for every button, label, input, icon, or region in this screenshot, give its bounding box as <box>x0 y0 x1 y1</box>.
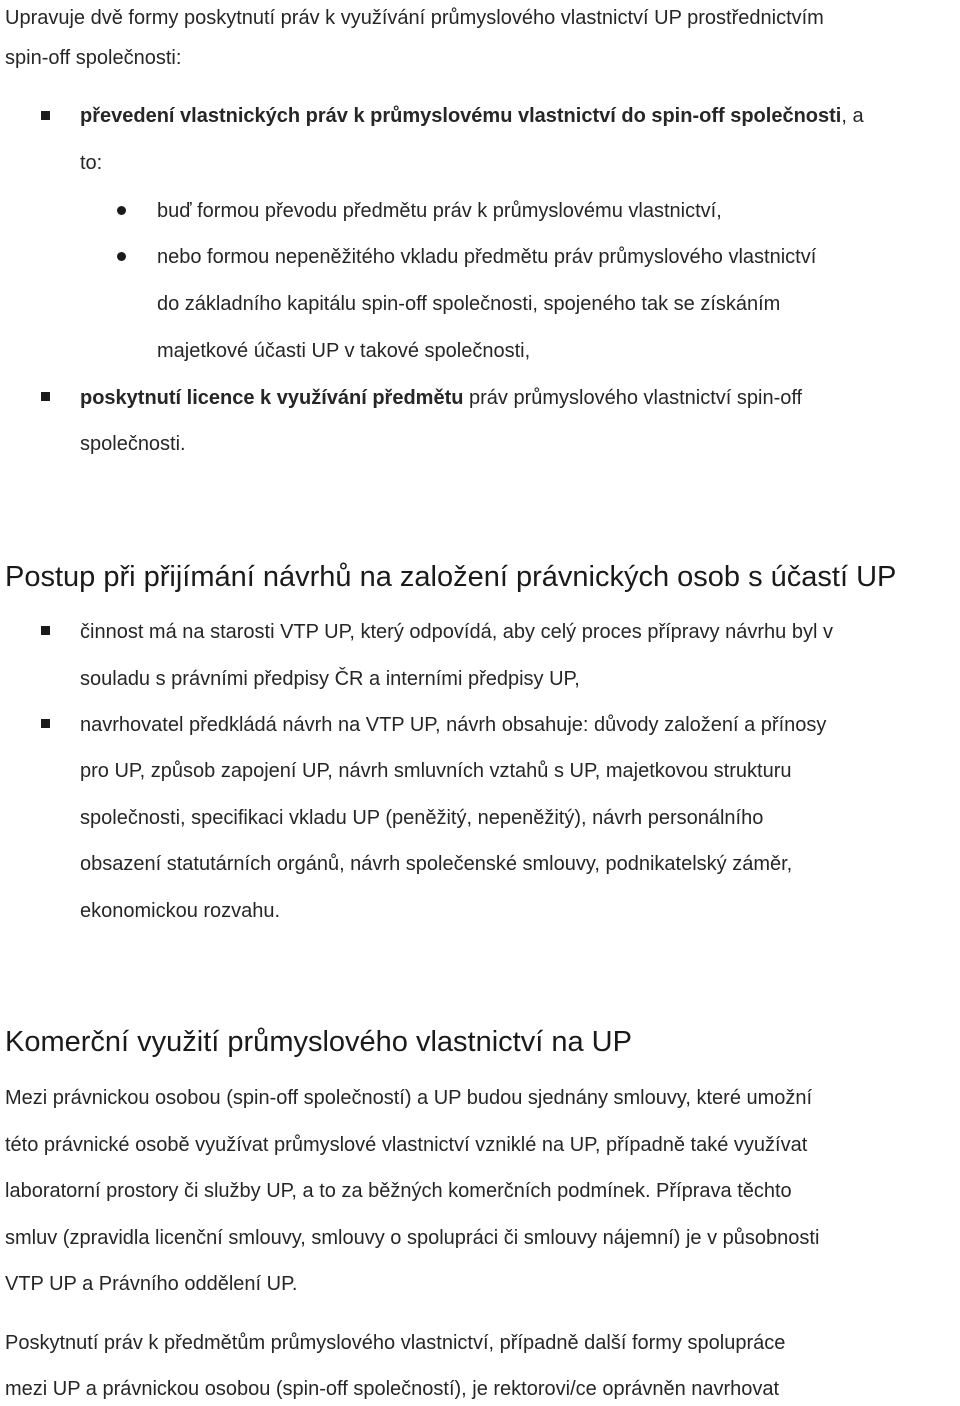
square-bullet-icon <box>41 626 50 635</box>
square-bullet-icon <box>41 111 50 120</box>
section3-p2-line-1: Poskytnutí práv k předmětům průmyslového vlastnictví, případně další formy spolupráce <box>5 1332 786 1354</box>
section2-item2-line-2: pro UP, způsob zapojení UP, návrh smluvních vztahů s UP, majetkovou strukturu <box>80 760 792 782</box>
list1-item2-line-2: společnosti. <box>80 433 186 455</box>
subitem-1-line-1: buď formou převodu předmětu práv k průmyslovému vlastnictví, <box>157 200 722 222</box>
intro-line-2: spin-off společnosti: <box>5 47 182 69</box>
section3-p1-line-1: Mezi právnickou osobou (spin-off společností) a UP budou sjednány smlouvy, které umožní <box>5 1087 813 1109</box>
section2-item2-line-3: společnosti, specifikaci vkladu UP (peněžitý, nepeněžitý), návrh personálního <box>80 807 764 829</box>
section2-item1-line-2: souladu s právními předpisy ČR a interními předpisy UP, <box>80 668 580 690</box>
subitem-2-line-1: nebo formou nepeněžitého vkladu předmětu práv průmyslového vlastnictví <box>157 246 817 268</box>
section2-item2-line-1: navrhovatel předkládá návrh na VTP UP, návrh obsahuje: důvody založení a přínosy <box>80 714 827 736</box>
subitem-2-line-2: do základního kapitálu spin-off společnosti, spojeného tak se získáním <box>157 293 781 315</box>
section-heading-postup: Postup při přijímání návrhů na založení právnických osob s účastí UP <box>5 561 897 593</box>
list1-item1-tail: , a <box>841 105 864 127</box>
section2-item1-line-1: činnost má na starosti VTP UP, který odpovídá, aby celý proces přípravy návrhu byl v <box>80 621 833 643</box>
square-bullet-icon <box>41 392 50 401</box>
list1-item1-line-1 <box>80 103 864 129</box>
section3-p1-line-5: VTP UP a Právního oddělení UP. <box>5 1273 298 1295</box>
section3-p2-line-2: mezi UP a právnickou osobou (spin-off společností), je rektorovi/ce oprávněn navrhovat <box>5 1378 780 1400</box>
list1-item2-line-1 <box>80 385 802 411</box>
list1-item1-line-2: to: <box>80 152 103 174</box>
section-heading-komercni: Komerční využití průmyslového vlastnictví na UP <box>5 1026 632 1058</box>
section3-p1-line-2: této právnické osobě využívat průmyslové vlastnictví vzniklé na UP, případně také využívat <box>5 1134 808 1156</box>
intro-line-1: Upravuje dvě formy poskytnutí práv k využívání průmyslového vlastnictví UP prostřednictvím <box>5 7 824 29</box>
list1-item1-bold: převedení vlastnických práv k průmyslovému vlastnictví do spin-off společnosti <box>80 105 842 127</box>
list1-item2-bold: poskytnutí licence k využívání předmětu <box>80 387 464 409</box>
section3-p1-line-3: laboratorní prostory či služby UP, a to za běžných komerčních podmínek. Příprava těchto <box>5 1180 792 1202</box>
section3-p1-line-4: smluv (zpravidla licenční smlouvy, smlouvy o spolupráci či smlouvy nájemní) je v působnosti <box>5 1227 820 1249</box>
round-bullet-icon <box>117 206 126 215</box>
list1-item2-tail: práv průmyslového vlastnictví spin-off <box>463 387 803 409</box>
subitem-2-line-3: majetkové účasti UP v takové společnosti, <box>157 340 531 362</box>
round-bullet-icon <box>117 252 126 261</box>
section2-item2-line-5: ekonomickou rozvahu. <box>80 900 281 922</box>
square-bullet-icon <box>41 719 50 728</box>
section2-item2-line-4: obsazení statutárních orgánů, návrh společenské smlouvy, podnikatelský záměr, <box>80 853 793 875</box>
